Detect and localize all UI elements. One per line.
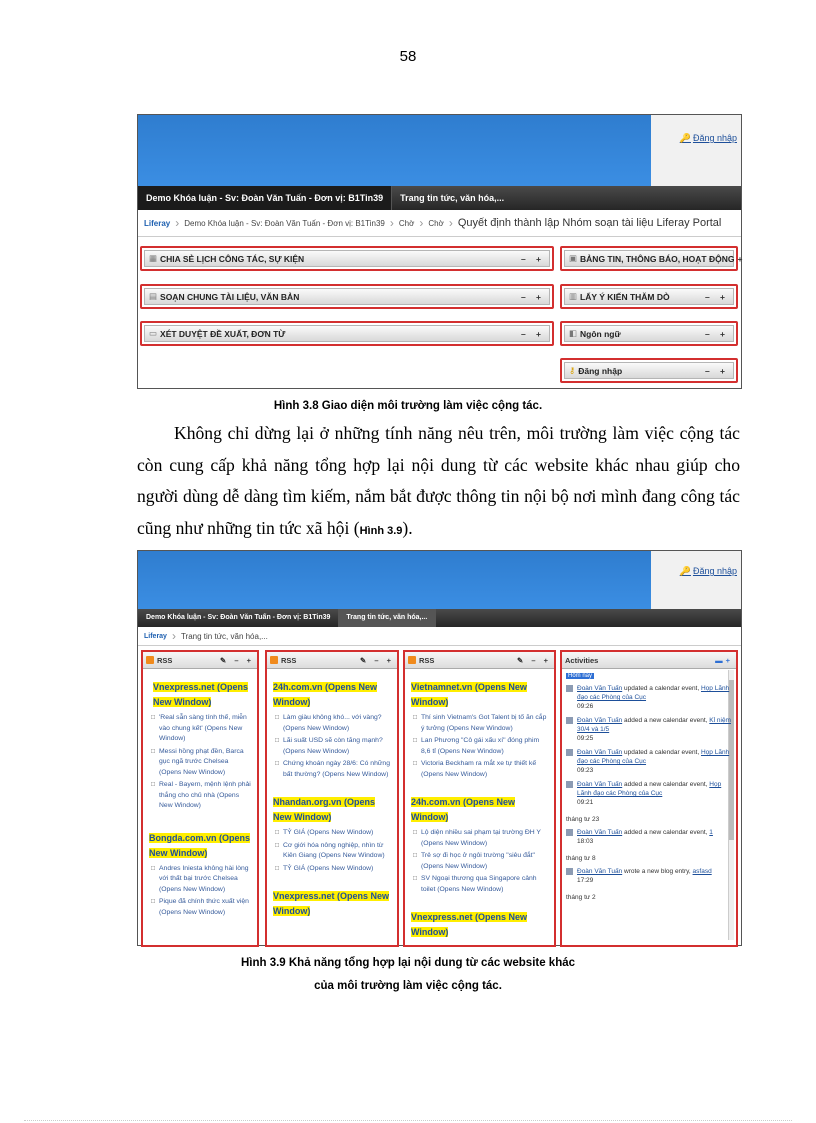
calendar-icon: ▦ <box>149 253 158 263</box>
feed-item[interactable]: □ Chứng khoán ngày 28/6: Có những bất thường? (Opens New Window) <box>283 759 391 780</box>
panel-controls[interactable]: – + <box>704 328 729 339</box>
portlet-controls[interactable]: ✎ – + <box>516 655 551 665</box>
feed-item[interactable]: □ TỶ GIÁ (Opens New Window) <box>283 828 391 839</box>
feed-site-title[interactable]: 24h.com.vn (Opens New Window) <box>273 682 378 707</box>
breadcrumb-current: Trang tin tức, văn hóa,... <box>180 631 268 641</box>
feed-item[interactable]: □ Andres Iniesta không hài lòng với thất bại trước Chelsea (Opens New Window) <box>159 864 251 896</box>
nav-tab-demo[interactable]: Demo Khóa luận - Sv: Đoàn Văn Tuấn - Đơn vị: B1Tin39 <box>146 614 331 621</box>
panel-documents[interactable]: ▤ SOẠN CHUNG TÀI LIỆU, VĂN BẢN – + <box>140 284 554 309</box>
panel-bulletin[interactable]: ▣ BẢNG TIN, THÔNG BÁO, HOẠT ĐỘNG + <box>560 246 738 271</box>
breadcrumb-home[interactable]: Liferay <box>144 632 167 640</box>
bulletin-icon: ▣ <box>569 253 578 263</box>
breadcrumb-item[interactable]: Chờ <box>398 218 415 228</box>
feed-item[interactable]: □ Lãi suất USD sẽ còn tăng mạnh? (Opens New Window) <box>283 736 391 757</box>
breadcrumb-home[interactable]: Liferay <box>144 218 171 228</box>
activity-entry: Đoàn Văn Tuấn updated a calendar event, Họp Lãnh đạo các Phòng của Cục 09:26 <box>566 684 732 711</box>
panel-approval[interactable]: ▭ XÉT DUYỆT ĐỀ XUẤT, ĐƠN TỪ – + <box>140 321 554 346</box>
portal-banner <box>138 551 741 609</box>
figure-3-9-caption-line-2: của môi trường làm việc cộng tác. <box>314 980 502 992</box>
key-icon: ⚷ <box>569 365 576 375</box>
breadcrumb: Liferay › Demo Khóa luận - Sv: Đoàn Văn Tuấn - Đơn vị: B1Tin39 › Chờ › Chờ › Quyết định thành lập Nhóm soạn tài liệu Liferay Portal <box>138 210 741 237</box>
feed-item[interactable]: □ Cơ giới hóa nông nghiệp, nhìn từ Kiên Giang (Opens New Window) <box>283 841 391 862</box>
page-number: 58 <box>399 48 417 65</box>
figure-3-9-caption-line-1: Hình 3.9 Khả năng tổng hợp lại nội dung từ các website khác <box>240 957 576 969</box>
panel-controls[interactable]: – + <box>704 365 729 376</box>
activities-header: Activities ▬+ <box>562 652 736 669</box>
feed-item[interactable]: □ Lộ diện nhiều sai phạm tại trường ĐH Y (Opens New Window) <box>421 828 548 849</box>
feed-site-title[interactable]: Vnexpress.net (Opens New Window) <box>411 912 528 937</box>
tab-today[interactable]: Hôm nay <box>568 673 593 679</box>
panel-poll[interactable]: ▥ LẤY Ý KIẾN THĂM DÒ – + <box>560 284 738 309</box>
rss-icon <box>146 656 154 664</box>
panel-controls[interactable]: – + <box>520 253 545 264</box>
activity-entry: Đoàn Văn Tuấn updated a calendar event, Họp Lãnh đạo các Phòng của Cục 09:23 <box>566 748 732 775</box>
key-icon: 🔑 <box>679 566 691 576</box>
rss-icon <box>408 656 416 664</box>
login-link[interactable]: 🔑 Đăng nhập <box>679 133 737 143</box>
breadcrumb-item[interactable]: Chờ <box>428 218 444 228</box>
nav-bar <box>138 609 741 627</box>
page-bottom-rule <box>24 1120 792 1121</box>
figure-3-9-screenshot <box>137 550 742 946</box>
key-icon: 🔑 <box>679 133 691 143</box>
body-paragraph: Không chỉ dừng lại ở những tính năng nêu trên, môi trường làm việc cộng tác còn cung cấp khả năng tổng hợp lại nội dung từ các website khác nhau giúp cho người dùng dễ dàng tìm kiếm, nắm bắt được thông tin nội bộ nơi mình đang công tác cũng như những tin tức xã hội (Hình 3.9). <box>137 423 740 538</box>
activity-day: tháng tư 8 <box>566 855 596 862</box>
feed-site-title[interactable]: 24h.com.vn (Opens New Window) <box>411 797 516 822</box>
activity-entry: Đoàn Văn Tuấn added a new calendar event, Kỉ niệm 30/4 và 1/5 09:25 <box>566 716 732 743</box>
feed-item[interactable]: □ 'Real sẵn sàng tính thế, miễn vào chung kết' (Opens New Window) <box>159 713 251 745</box>
panel-calendar[interactable]: ▦ CHIA SẺ LỊCH CÔNG TÁC, SỰ KIỆN – + <box>140 246 554 271</box>
rss-header: RSS ✎ – + <box>143 652 257 669</box>
feed-item[interactable]: □ Thí sinh Vietnam's Got Talent bị tố ăn cắp ý tưởng (Opens New Window) <box>421 713 548 734</box>
breadcrumb: Liferay › Trang tin tức, văn hóa,... <box>138 627 741 646</box>
feed-site-title[interactable]: Vietnamnet.vn (Opens New Window) <box>411 682 527 707</box>
feed-item[interactable]: □ Victoria Beckham ra mắt xe tự thiết kế (Opens New Window) <box>421 759 548 780</box>
rss-portlet-3 <box>403 650 556 947</box>
form-icon: ▭ <box>149 328 158 338</box>
figure-reference: Hình 3.9 <box>359 524 403 537</box>
login-link[interactable]: 🔑 Đăng nhập <box>679 566 737 576</box>
activity-day: tháng tư 2 <box>566 894 596 901</box>
rss-portlet-2 <box>265 650 399 947</box>
figure-3-8-screenshot <box>137 114 742 389</box>
feed-site-title[interactable]: Vnexpress.net (Opens New Window) <box>273 891 390 916</box>
feed-item[interactable]: □ SV Ngoại thương qua Singapore cảnh toilet (Opens New Window) <box>421 874 548 895</box>
activity-entry: Đoàn Văn Tuấn added a new calendar event, 1 18:03 <box>566 828 732 846</box>
feed-item[interactable]: □ Trẻ sợ đi học ở ngôi trường "siêu đắt" (Opens New Window) <box>421 851 548 872</box>
feed-site-title[interactable]: Bongda.com.vn (Opens New Window) <box>149 832 251 858</box>
panel-controls[interactable]: – + <box>520 291 545 302</box>
feed-item[interactable]: □ Pique đã chính thức xuất viện (Opens New Window) <box>159 897 251 918</box>
feed-item[interactable]: □ TỶ GIÁ (Opens New Window) <box>283 864 391 875</box>
feed-site-title[interactable]: Nhandan.org.vn (Opens New Window) <box>273 797 376 822</box>
feed-item[interactable]: □ Lan Phương "Cô gái xấu xí" đóng phim 8,6 tỉ (Opens New Window) <box>421 736 548 757</box>
panel-language[interactable]: ◧ Ngôn ngữ – + <box>560 321 738 346</box>
portlet-controls[interactable]: ▬+ <box>715 655 733 665</box>
portlet-controls[interactable]: ✎ – + <box>219 655 254 665</box>
nav-tab-news[interactable]: Trang tin tức, văn hóa,... <box>338 609 436 627</box>
feed-item[interactable]: □ Messi hồng phạt đền, Barca gục ngã trước Chelsea (Opens New Window) <box>159 747 251 779</box>
language-icon: ◧ <box>569 328 578 338</box>
nav-bar <box>138 186 741 210</box>
breadcrumb-current: Quyết định thành lập Nhóm soạn tài liệu Liferay Portal <box>457 217 722 229</box>
panel-controls[interactable]: – + <box>704 291 729 302</box>
rss-header: RSS ✎ – + <box>267 652 397 669</box>
figure-3-8-caption: Hình 3.8 Giao diện môi trường làm việc cộng tác. <box>273 400 543 412</box>
feed-site-title[interactable]: Vnexpress.net (Opens New Window) <box>153 682 249 707</box>
activity-entry: Đoàn Văn Tuấn added a new calendar event, Họp Lãnh đạo các Phòng của Cục 09:21 <box>566 780 732 807</box>
rss-portlet-1 <box>141 650 259 947</box>
activities-portlet <box>560 650 738 947</box>
panel-controls[interactable]: – + <box>520 328 545 339</box>
feed-item[interactable]: □ Làm giàu không khó... với vàng? (Opens New Window) <box>283 713 391 734</box>
portlet-controls[interactable]: ✎ – + <box>359 655 394 665</box>
portal-banner <box>138 115 741 186</box>
rss-icon <box>270 656 278 664</box>
panel-login[interactable]: ⚷ Đăng nhập – + <box>560 358 738 383</box>
poll-icon: ▥ <box>569 291 578 301</box>
breadcrumb-item[interactable]: Demo Khóa luận - Sv: Đoàn Văn Tuấn - Đơn vị: B1Tin39 <box>184 218 385 228</box>
activity-day: tháng tư 23 <box>566 816 600 823</box>
document-icon: ▤ <box>149 291 158 301</box>
panel-controls[interactable]: + <box>737 253 743 264</box>
rss-header: RSS ✎ – + <box>405 652 554 669</box>
nav-tab-demo[interactable]: Demo Khóa luận - Sv: Đoàn Văn Tuấn - Đơn vị: B1Tin39 <box>138 186 392 210</box>
nav-tab-news[interactable]: Trang tin tức, văn hóa,... <box>400 193 505 203</box>
feed-item[interactable]: □ Real - Bayern, mệnh lệnh phải thắng cho chủ nhà (Opens New Window) <box>159 780 251 812</box>
activity-entry: Đoàn Văn Tuấn wrote a new blog entry, asfasd 17:29 <box>566 867 732 885</box>
